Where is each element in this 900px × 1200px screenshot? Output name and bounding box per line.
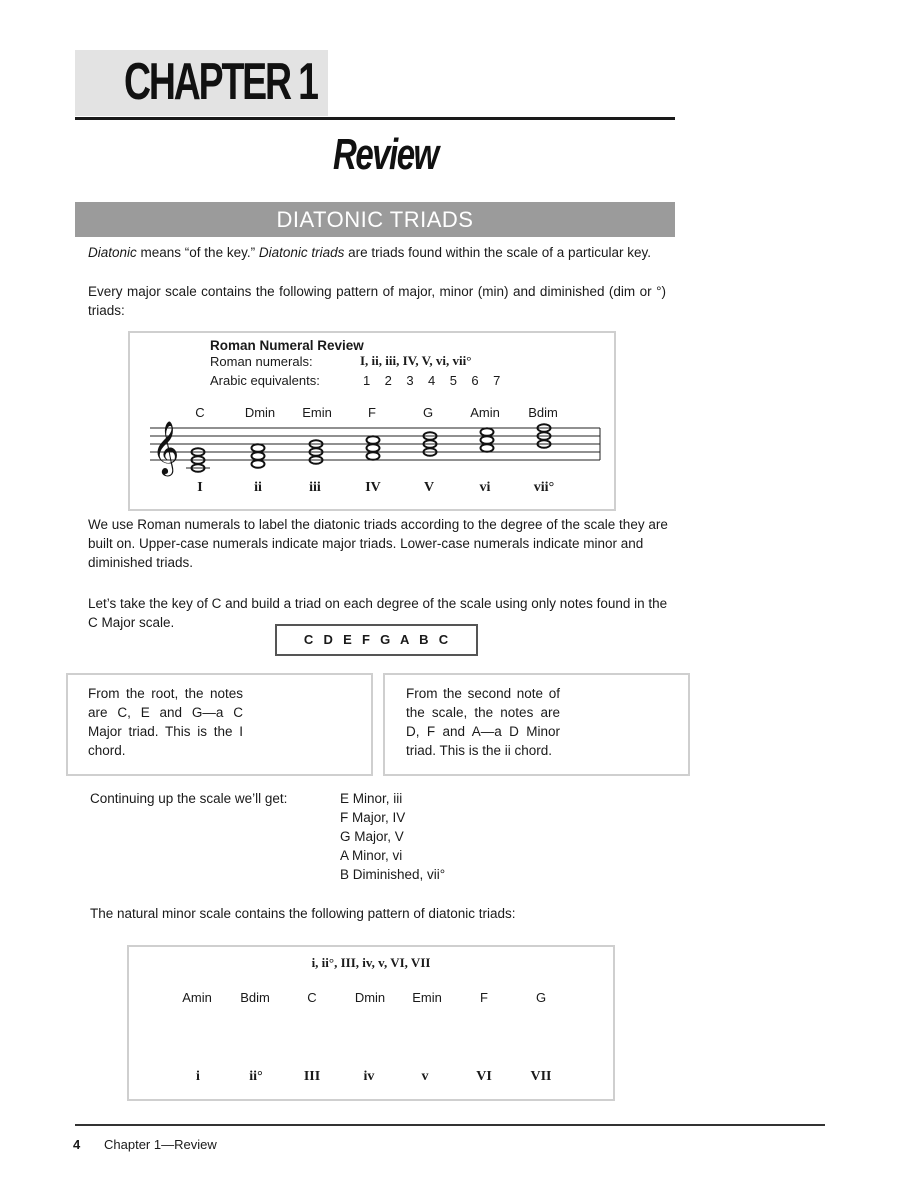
- example-second-text: From the second note of the scale, the notes are D, F and A—a D Minor triad. This is the ii chord.: [406, 686, 560, 758]
- roman-numerals-label: Roman numerals:: [210, 354, 313, 369]
- continuing-item: B Diminished, vii°: [340, 867, 446, 882]
- chord-label: Emin: [302, 405, 332, 420]
- chord-label: G: [535, 990, 547, 1005]
- numeral-label: ii: [254, 480, 262, 495]
- minor-intro: The natural minor scale contains the following pattern of diatonic triads:: [90, 906, 516, 921]
- chord-label: Dmin: [354, 990, 386, 1005]
- intro-text-2: are triads found within the scale of a particular key.: [344, 245, 652, 260]
- svg-text:𝄞: 𝄞: [152, 420, 180, 474]
- chord-label: F: [368, 405, 376, 420]
- body-paragraph-4: Let’s take the key of C and build a triad on each degree of the scale using only notes found in the C Major scale.: [88, 596, 668, 630]
- arabic-equivalents-label: Arabic equivalents:: [210, 373, 320, 388]
- continuing-item: F Major, IV: [340, 810, 406, 825]
- running-title: Chapter 1—Review: [104, 1137, 217, 1152]
- term-diatonic-triads: Diatonic triads: [258, 245, 345, 260]
- chord-label: Emin: [412, 990, 442, 1005]
- term-diatonic: Diatonic: [88, 245, 137, 260]
- roman-review-title: Roman Numeral Review: [210, 338, 364, 353]
- numeral-label: I: [197, 480, 203, 495]
- numeral-label: vi: [479, 480, 491, 495]
- numeral-label: III: [303, 1069, 321, 1084]
- c-major-scale-box: C D E F G A B C: [275, 624, 478, 656]
- chord-label: Bdim: [528, 405, 558, 420]
- section-heading: DIATONIC TRIADS: [75, 202, 675, 237]
- numeral-label: iv: [363, 1069, 375, 1084]
- arabic-equivalents-value: 1 2 3 4 5 6 7: [363, 373, 501, 388]
- example-root-text: From the root, the notes are C, E and G—a C Major triad. This is the I chord.: [88, 686, 243, 758]
- chord-label: Dmin: [244, 405, 276, 420]
- numeral-label: IV: [365, 480, 381, 495]
- intro-paragraph-2: Every major scale contains the following pattern of major, minor (min) and diminished (dim or °) triads:: [88, 284, 666, 318]
- page-number: 4: [73, 1137, 81, 1152]
- numeral-label: vii°: [533, 480, 555, 495]
- numeral-label: i: [196, 1069, 200, 1084]
- body-paragraph-3: We use Roman numerals to label the diatonic triads according to the degree of the scale they are built on. Upper-case numerals indicate major triads. Lower-case numerals indicate minor and diminished triads.: [88, 517, 668, 570]
- chord-label: F: [480, 990, 488, 1005]
- chord-label: C: [307, 990, 317, 1005]
- continuing-label: Continuing up the scale we’ll get:: [90, 791, 288, 806]
- chapter-subtitle: Review: [333, 130, 438, 179]
- chord-label: Amin: [470, 405, 500, 420]
- footer-rule: [75, 1124, 825, 1126]
- numeral-label: ii°: [249, 1069, 263, 1084]
- chord-label: G: [422, 405, 434, 420]
- chapter-title: CHAPTER 1: [124, 53, 317, 111]
- chord-label: Bdim: [240, 990, 270, 1005]
- numeral-label: VI: [476, 1069, 492, 1084]
- roman-numerals-value: I, ii, iii, IV, V, vi, vii°: [360, 353, 472, 368]
- numeral-label: iii: [309, 480, 321, 495]
- numeral-label: V: [423, 480, 435, 495]
- chord-label: Amin: [182, 990, 212, 1005]
- numeral-label: VII: [530, 1069, 552, 1084]
- minor-pattern-title: i, ii°, III, iv, v, VI, VII: [311, 955, 431, 970]
- intro-text-1: means “of the key.”: [136, 245, 259, 260]
- chord-label: C: [195, 405, 205, 420]
- continuing-item: E Minor, iii: [340, 791, 403, 806]
- continuing-item: G Major, V: [340, 829, 404, 844]
- continuing-item: A Minor, vi: [340, 848, 403, 863]
- numeral-label: v: [421, 1069, 429, 1084]
